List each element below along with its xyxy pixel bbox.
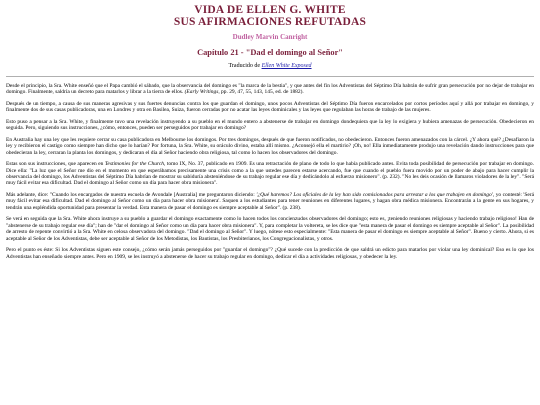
paragraph-text: Esto puso a pensar a la Sra. White, y finalmente tuvo una revelación instruyendo a su pueblo en el mundo entero a abstenerse de trabajar en domingo dondequiera que la ley lo exigiera y hubiera amenazas de persecución. Obedecieron en seguida. Pero, siguiendo sus instrucciones, ¿cómo, entonces, pueden ser perseguidos por trabajar en domingo?	[6, 118, 534, 132]
body-paragraph	[6, 216, 534, 242]
chapter-title: Capítulo 21 - "Dad el domingo al Señor"	[197, 48, 343, 57]
paragraph-text: Estas son sus instrucciones, que aparecen en	[6, 161, 105, 168]
italic-text: (Early Writings	[184, 89, 219, 96]
paragraph-text: Pero el punto es éste: Si los Adventistas siguen este consejo, ¿cómo serán jamás perseguidos por "guardar el domingo"? ¿Qué sucede con la predicción de que saldrá un edicto para matarlos por violar una ley dominical? Eso es lo que los Adventistas han enseñado siempre antes. Pero en 1909, se les instruyó a abstenerse de hacer su trabajo regular en domingo, dedicar el día a actividades religiosas, y obedecer la ley.	[6, 247, 534, 260]
divider	[6, 76, 534, 77]
body-paragraph	[6, 83, 534, 96]
paragraph-text: En Australia hay una ley que les requiere cerrar su casa publicadora en Melbourne los domingos. Por tres domingos, después de que fueron notificados, no obedecieron. Entonces fueron amenazados con la cárcel. ¿Y ahora qué? ¿Desafiaron la ley y recibieron el castigo como siempre han dicho que lo harían? Por fortuna, la Sra. White, su oráculo divino, estaba allí mismo. ¿Aconsejó ella el martirio? ¡Oh, no! Ella inmediatamente produjo una revelación dando instrucciones para que obedecieran la ley, cerraran la planta los domingos, y dedicaran el día al Señor haciendo obra religiosa, tal como lo hacen los observadores del domingo.	[6, 136, 534, 156]
book-title	[6, 4, 534, 28]
paragraph-text: , yo contesté: 'Será muy fácil evitar esa dificultad. Dad el domingo al Señor como un día para hacer obra misionera'. Saquen a los estudiantes para tener reuniones en diferentes lugares, y hagan obra médica misionera. Encontrarán a la gente en sus hogares, y tendrán una espléndida oportunidad para presentar la verdad. Esta manera de pasar el domingo es siempre aceptable al Señor". (p. 238).	[6, 191, 535, 211]
body-text	[6, 83, 534, 260]
title-line-2: SUS AFIRMACIONES REFUTADAS	[173, 16, 367, 28]
translation-note	[6, 63, 534, 69]
title-line-1: VIDA DE ELLEN G. WHITE	[194, 4, 346, 16]
italic-text: '¿Qué haremos? Los oficiales de la ley han sido comisionados para arrestar a los que trabajen en domingo'	[256, 191, 493, 198]
body-paragraph	[6, 137, 534, 156]
body-paragraph	[6, 119, 534, 132]
source-link[interactable]: Ellen White Exposed	[261, 63, 312, 69]
paragraph-text: , pp. 29, 47, 55, 143, 145, ed. de 1882).	[218, 89, 304, 96]
translation-prefix: Traducido de	[228, 63, 262, 69]
paragraph-text: Desde el principio, la Sra. White enseñó que el Papa cambió el sábado, que la observancia del domingo es "la marca de la bestia", y que antes del fin los Adventistas del Séptimo Día habrán de sufrir gran persecución por no dejar de trabajar en domingo. Finalmente, saldría un decreto para matarlos y librar a la tierra de ellos.	[6, 83, 534, 96]
paragraph-text: Después de un tiempo, a causa de sus maneras agresivas y sus fuertes denuncias contra los que guardan el domingo, unos pocos Adventistas del Séptimo Día fueron encarcelados por cortos períodos aquí y allá por trabajar en domingo, y finalmente dos de sus casas publicadoras, una en Londres y otra en Basilea, Suiza, fueron cerradas por no acatar las leyes dominicales y las leyes que regulaban las horas de trabajo de las mujeres.	[6, 100, 534, 114]
paragraph-text: , tomo IX, No. 37, publicado en 1909. Es una retractación de plano de todo lo que había publicado antes. Evita toda posibilidad de persecución por trabajar en domingo. Dice ella: "La luz que el Señor me dio en el momento en que esperábamos precisamente una crisis como a la que ustedes parecen estarse acercando, fue que cuando el pueblo fuera movido por un poder de abajo para hacer cumplir la observancia del domingo, los Adventistas del Séptimo Día habrían de mostrar su sabiduría absteniéndose de su trabajo regular ese día y dedicándolo al esfuerzo misionero". (p. 232). "No les deis ocasión de llamaros violadores de la ley". "Será muy fácil evitar esa dificultad. Dad el domingo al Señor como un día para hacer obra misionera".	[6, 161, 535, 187]
body-paragraph	[6, 247, 534, 260]
author-name: Dudley Marvin Canright	[232, 33, 308, 41]
body-paragraph	[6, 192, 534, 211]
paragraph-text: Más adelante, dice: "Cuando los encargados de nuestra escuela de Avondale [Australia] me preguntaron diciendo:	[6, 191, 257, 198]
paragraph-text: Se verá en seguida que la Sra. White ahora instruye a su pueblo a guardar el domingo exactamente como lo hacen todos los concienzudos observadores del domingo; esto es, ¡teniendo reuniones religiosas y haciendo trabajo religioso! Han de "abstenerse de su trabajo regular ese día"; han de "dar el domingo al Señor como un día para hacer obra misionera". Y, para completar la voltereta, se les dice que "esta manera de pasar el domingo es siempre aceptable al Señor". La posibilidad de arresto de repente convirtió a la Sra. White en celosa observadora del domingo. "Dad el domingo al Señor". Y luego, nótese esto especialmente: "Esta manera de pasar el domingo es siempre aceptable al Señor". Bueno y cierto. Ahora, si es aceptable al Señor de los Adventistas, debe ser aceptable al Señor de los Metodistas, los Bautistas, los Presbiterianos, los Congregacionalistas, y otros.	[6, 216, 534, 242]
body-paragraph	[6, 101, 534, 114]
italic-text: Testimonies for the Church	[104, 161, 164, 168]
body-paragraph	[6, 161, 534, 187]
